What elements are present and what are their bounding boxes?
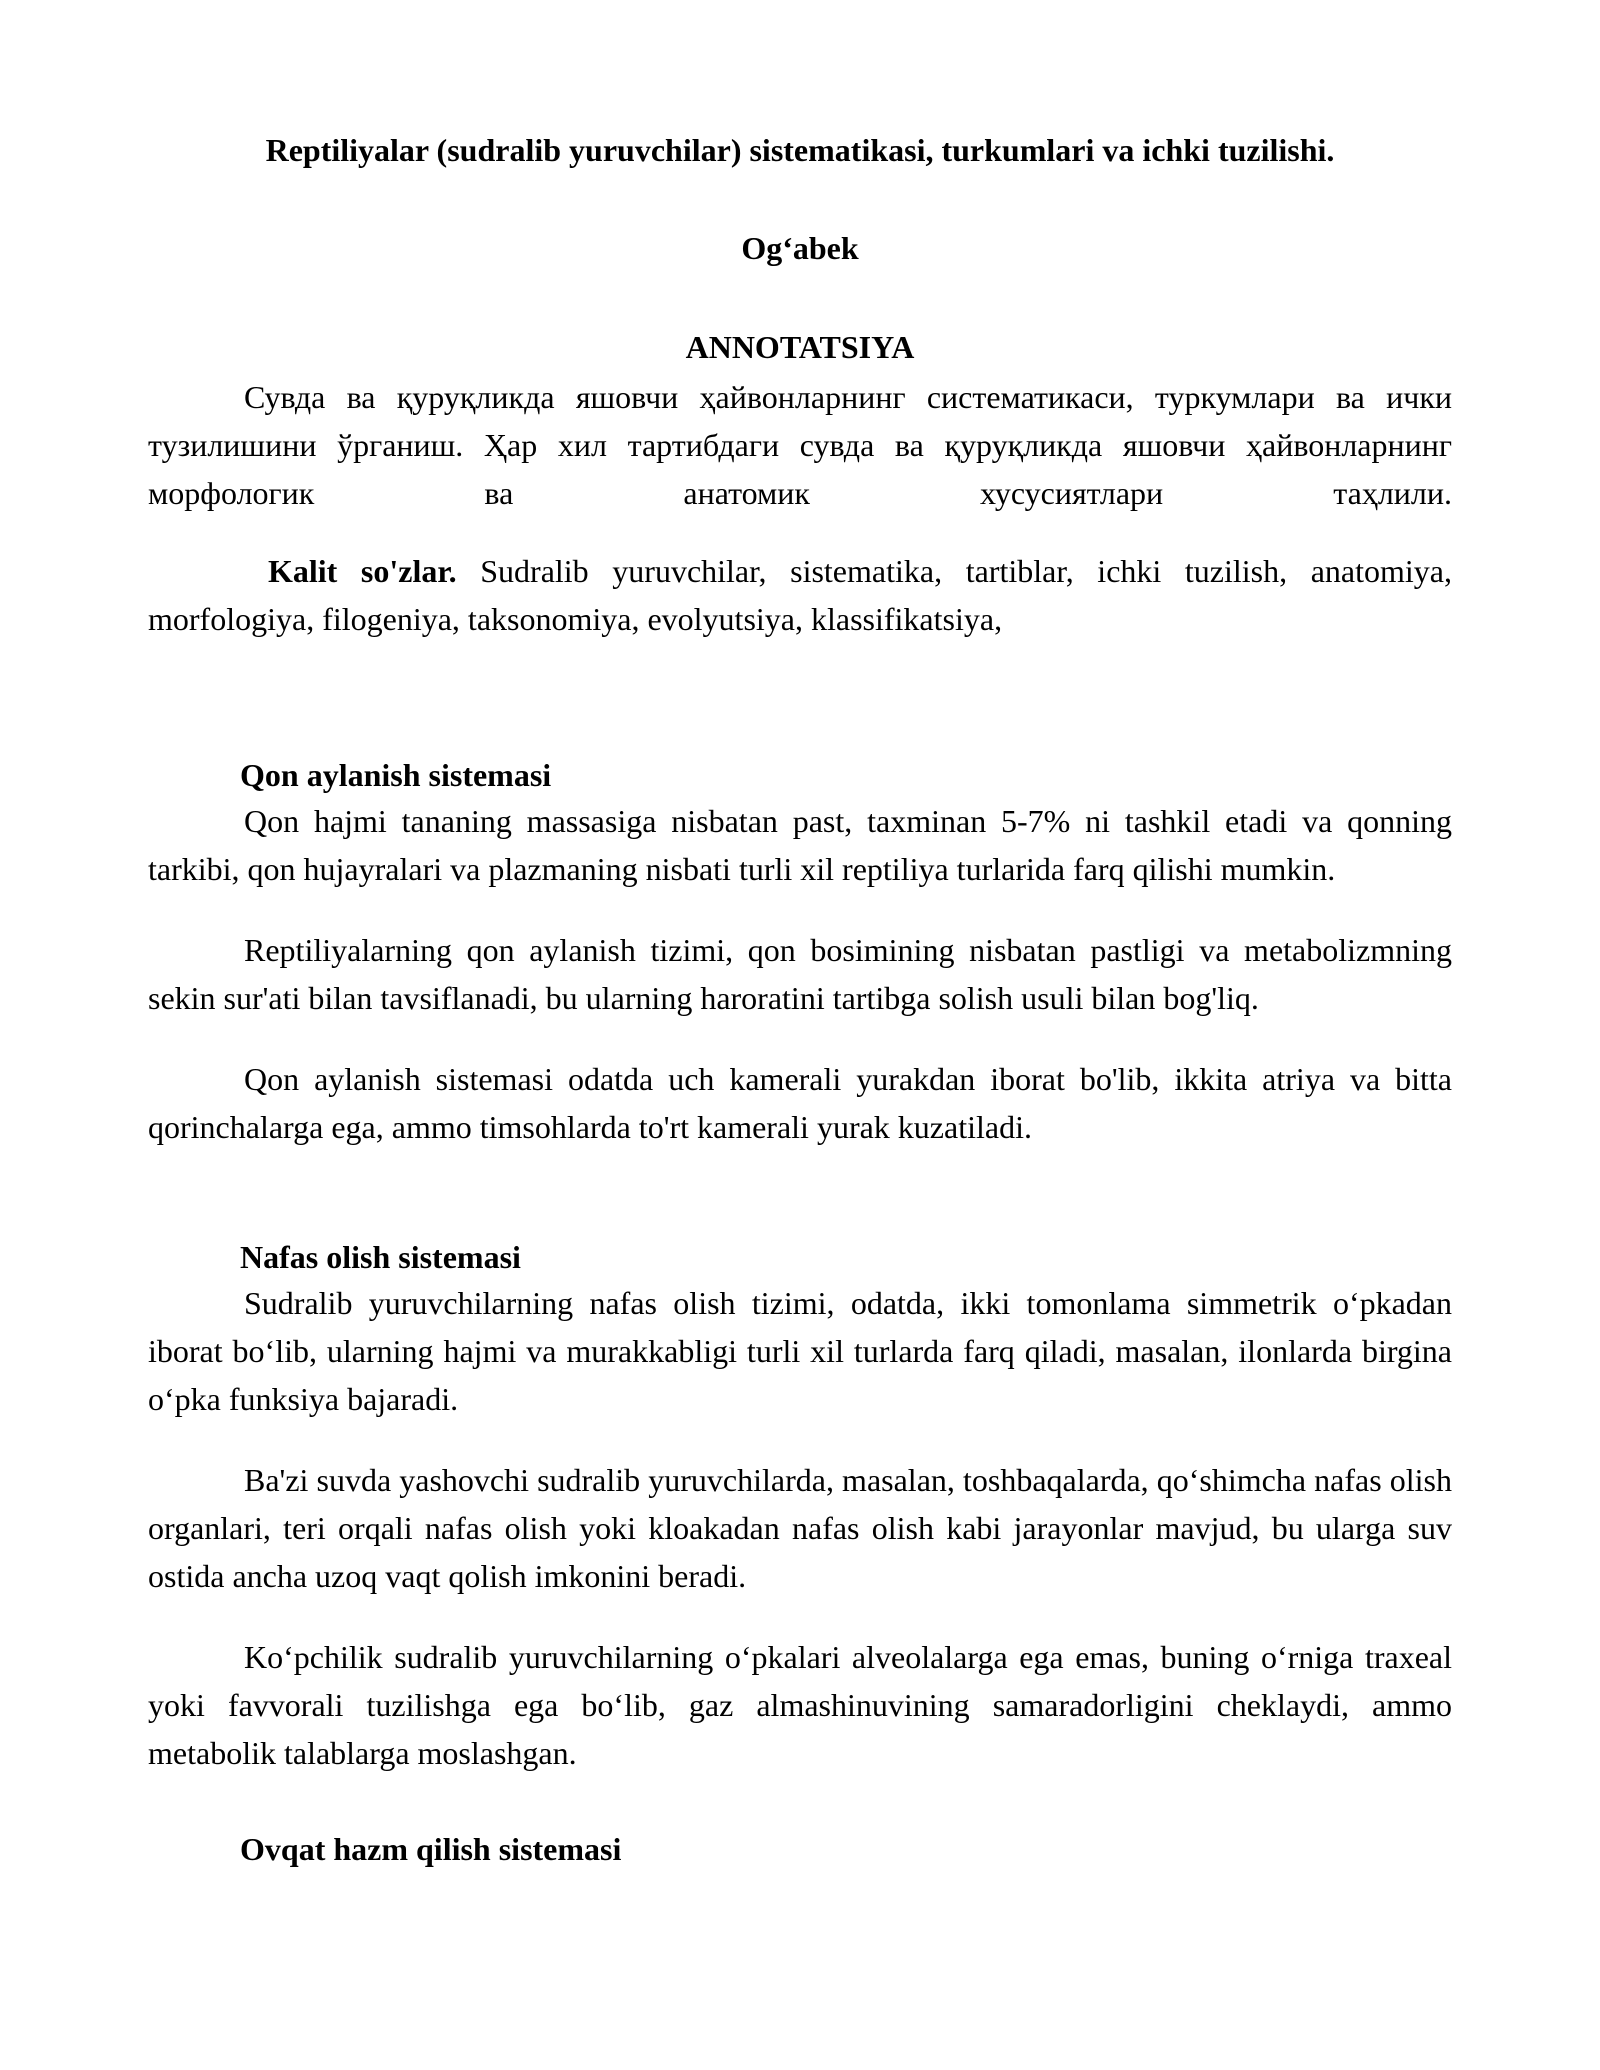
section-heading-circulatory: Qon aylanish sistemasi (240, 757, 552, 793)
document-title: Reptiliyalar (sudralib yuruvchilar) sistematikasi, turkumlari va ichki tuzilishi. (265, 132, 1335, 168)
keywords-label: Kalit so'zlar. (268, 553, 457, 589)
section-paragraph: Ko‘pchilik sudralib yuruvchilarning o‘pkalari alveolalarga ega emas, buning o‘rniga traxeal yoki favvorali tuzilishga ega bo‘lib, gaz almashinuvining samaradorligini cheklaydi, ammo metabolik talablarga moslashgan. (148, 1639, 1452, 1771)
keywords-text: Sudralib yuruvchilar, sistematika, tartiblar, ichki tuzilish, anatomiya, morfologiya, filogeniya, taksonomiya, evolyutsiya, klassifikatsiya, (148, 553, 1453, 637)
author-name: Og‘abek (741, 230, 859, 266)
section-paragraph: Qon aylanish sistemasi odatda uch kamerali yurakdan iborat bo'lib, ikkita atriya va bitta qorinchalarga ega, ammo timsohlarda to'rt kamerali yurak kuzatiladi. (148, 1061, 1452, 1145)
keywords-paragraph (148, 547, 1452, 643)
section-paragraph: Qon hajmi tananing massasiga nisbatan past, taxminan 5-7% ni tashkil etadi va qonning tarkibi, qon hujayralari va plazmaning nisbati turli xil reptiliya turlarida farq qilishi mumkin. (148, 803, 1452, 887)
section-paragraph: Sudralib yuruvchilarning nafas olish tizimi, odatda, ikki tomonlama simmetrik o‘pkadan iborat bo‘lib, ularning hajmi va murakkabligi turli xil turlarda farq qiladi, masalan, ilonlarda birgina o‘pka funksiya bajaradi. (148, 1285, 1452, 1417)
page-content (148, 128, 1452, 1871)
section-paragraph: Ba'zi suvda yashovchi sudralib yuruvchilarda, masalan, toshbaqalarda, qo‘shimcha nafas olish organlari, teri orqali nafas olish yoki kloakadan nafas olish kabi jarayonlar mavjud, bu ularga suv ostida ancha uzoq vaqt qolish imkonini beradi. (148, 1462, 1452, 1594)
annotation-heading: ANNOTATSIYA (685, 329, 915, 365)
annotation-text: Сувда ва қуруқликда яшовчи ҳайвонларнинг систематикаси, туркумлари ва ички тузилишини ўрганиш. Ҳар хил тартибдаги сувда ва қуруқликда яшовчи ҳайвонларнинг морфологик ва анатомик хусусиятлари таҳлили. (148, 379, 1452, 511)
section-heading-respiratory: Nafas olish sistemasi (240, 1239, 521, 1275)
section-paragraph: Reptiliyalarning qon aylanish tizimi, qon bosimining nisbatan pastligi va metabolizmning sekin sur'ati bilan tavsiflanadi, bu ularning haroratini tartibga solish usuli bilan bog'liq. (148, 932, 1452, 1016)
section-heading-digestive: Ovqat hazm qilish sistemasi (240, 1831, 622, 1867)
